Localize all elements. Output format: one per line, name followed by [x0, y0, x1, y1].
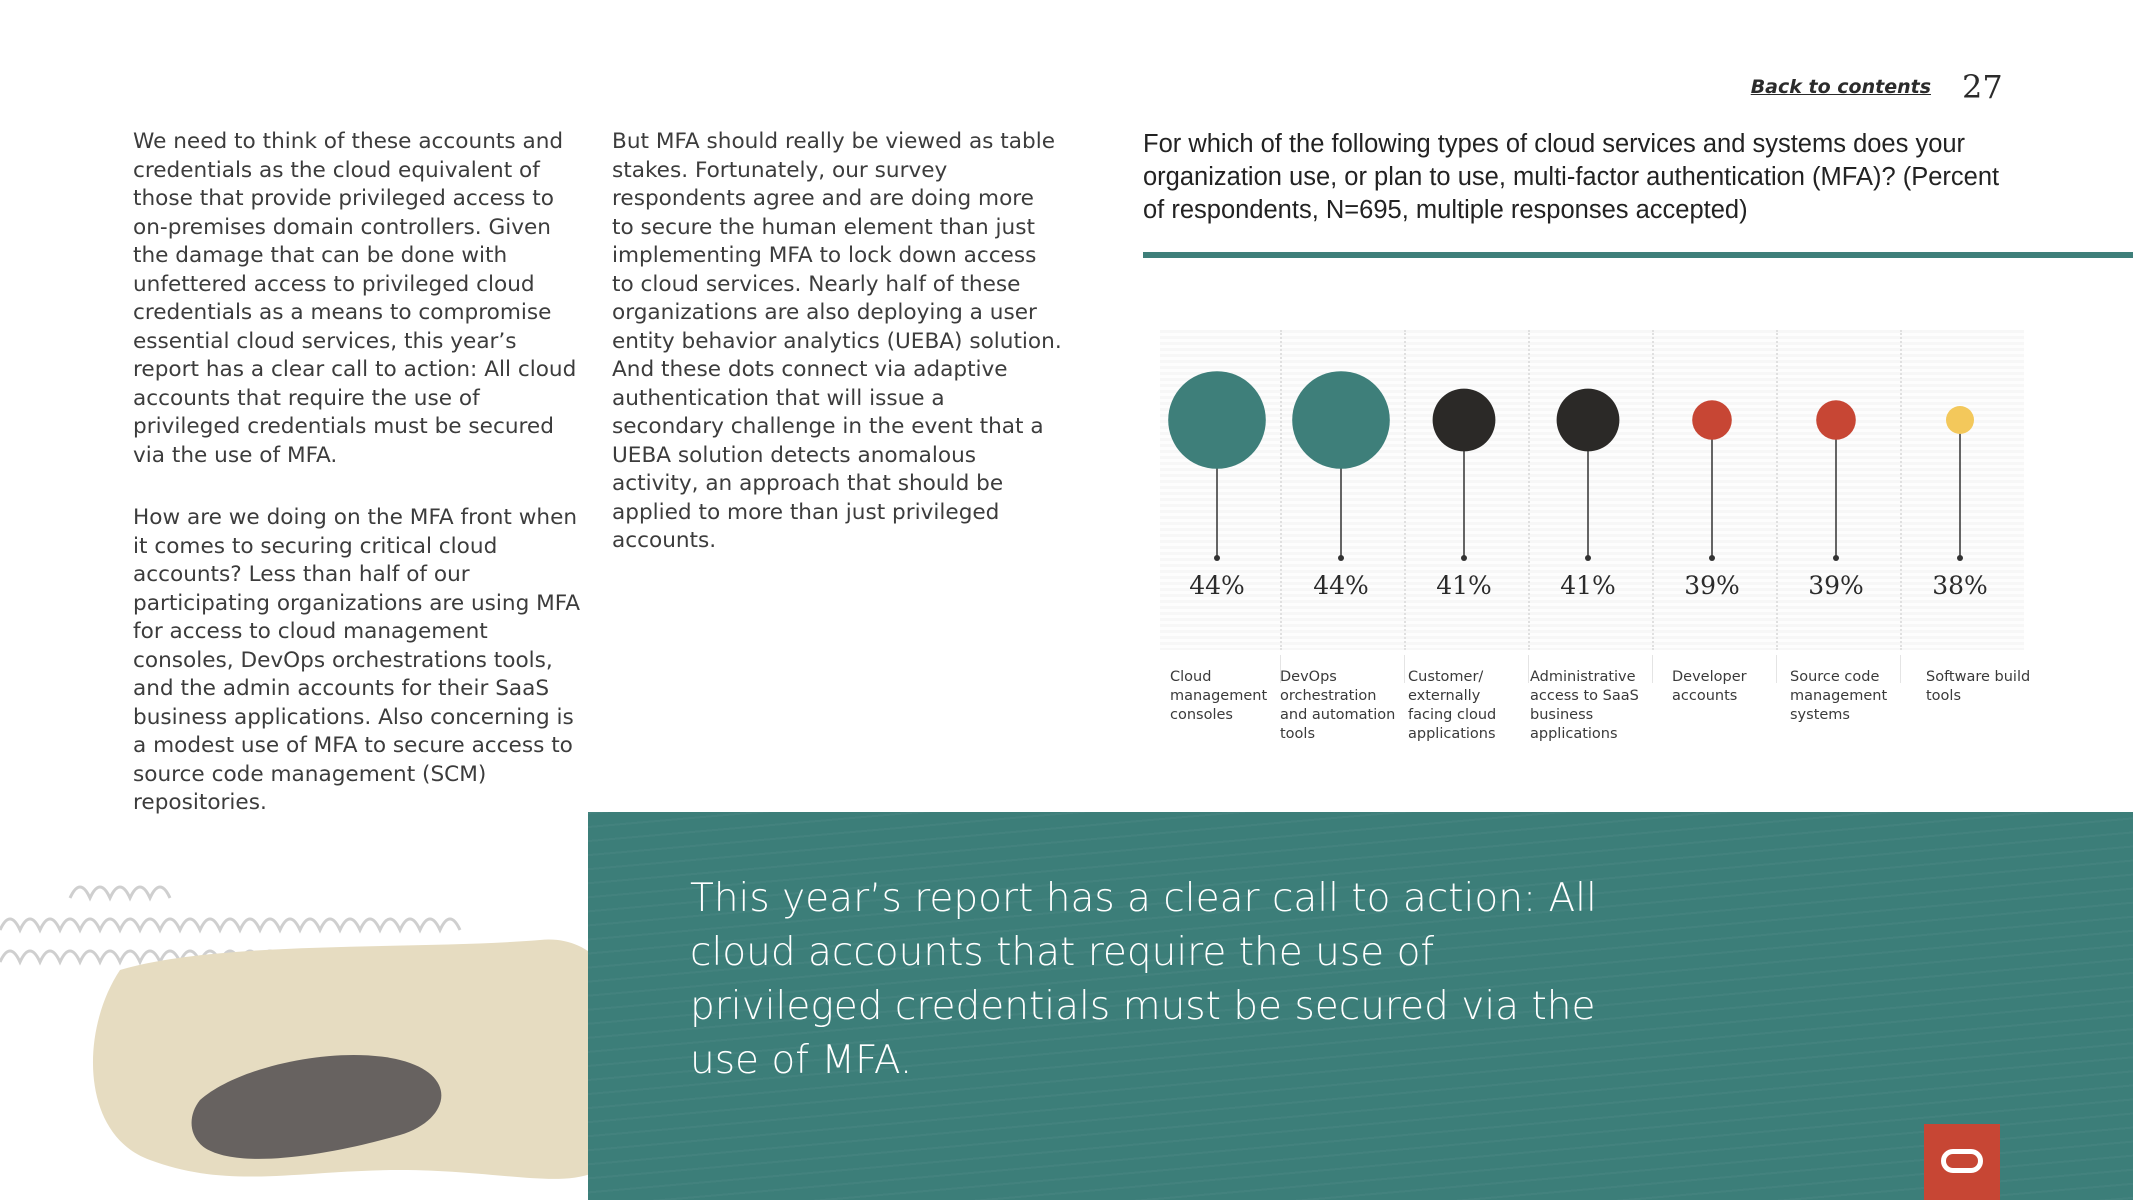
- category-label: Developer accounts: [1672, 669, 1747, 704]
- value-label: 44%: [1189, 571, 1245, 600]
- category-label: Cloud management consoles: [1170, 669, 1268, 723]
- category-label: Source code management systems: [1790, 669, 1888, 723]
- oracle-logo-icon: [1924, 1124, 2000, 1200]
- lollipop-circle: [1557, 389, 1620, 452]
- chart-title: For which of the following types of cloud services and systems does your organization use, or plan to use, multi-factor authentication (MFA)? (Percent of respondents, N=695, multiple responses accepted): [1143, 130, 2000, 224]
- value-label: 38%: [1932, 571, 1988, 600]
- lollipop-base-dot: [1833, 555, 1839, 561]
- callout-quote: This year’s report has a clear call to action: All cloud accounts that require the use of privileged credentials must be secured via the use of MFA.: [690, 876, 1597, 1083]
- category-label: Customer/ externally facing cloud applications: [1408, 669, 1497, 742]
- category-label: DevOps orchestration and automation tools: [1280, 669, 1396, 742]
- category-label: Administrative access to SaaS business applications: [1530, 669, 1639, 742]
- lollipop-circle: [1433, 389, 1496, 452]
- lollipop-circle: [1816, 400, 1856, 440]
- lollipop-base-dot: [1585, 555, 1591, 561]
- lollipop-circle: [1946, 406, 1974, 434]
- body-paragraph: We need to think of these accounts and credentials as the cloud equivalent of those that provide privileged access to on-premises domain controllers. Given the damage that can be done with unfettered access to privileged cloud credentials as a means to compromise essential cloud services, this year’s report has a clear call to action: All cloud accounts that require the use of privileged credentials must be secured via the use of MFA.: [133, 129, 577, 468]
- lollipop-circle: [1292, 371, 1390, 469]
- body-paragraph: But MFA should really be viewed as table stakes. Fortunately, our survey respondents agree and are doing more to secure the human element than just implementing MFA to lock down access to cloud services. Nearly half of these organizations are also deploying a user entity behavior analytics (UEBA) solution. And these dots connect via adaptive authentication that will issue a secondary challenge in the event that a UEBA solution detects anomalous activity, an approach that should be applied to more than just privileged accounts.: [612, 129, 1062, 553]
- page-number: 27: [1962, 68, 2003, 106]
- value-label: 39%: [1684, 571, 1740, 600]
- body-paragraph: How are we doing on the MFA front when it comes to securing critical cloud accounts? Less than half of our participating organizations are using MFA for access to cloud management consoles, DevOps orchestrations tools, and the admin accounts for their SaaS business applications. Also concerning is a modest use of MFA to secure access to source code management (SCM) repositories.: [133, 505, 581, 815]
- value-label: 44%: [1313, 571, 1369, 600]
- lollipop-base-dot: [1957, 555, 1963, 561]
- value-label: 41%: [1436, 571, 1492, 600]
- lollipop-base-dot: [1338, 555, 1344, 561]
- logo-ring: [1941, 1149, 1983, 1173]
- lollipop-circle: [1692, 400, 1732, 440]
- value-label: 39%: [1808, 571, 1864, 600]
- value-label: 41%: [1560, 571, 1616, 600]
- lollipop-base-dot: [1461, 555, 1467, 561]
- lollipop-base-dot: [1214, 555, 1220, 561]
- decorative-shapes: [0, 870, 660, 1200]
- lollipop-base-dot: [1709, 555, 1715, 561]
- back-to-contents-link[interactable]: Back to contents: [1750, 76, 1931, 98]
- lollipop-circle: [1168, 371, 1266, 469]
- category-label: Software build tools: [1926, 669, 2031, 704]
